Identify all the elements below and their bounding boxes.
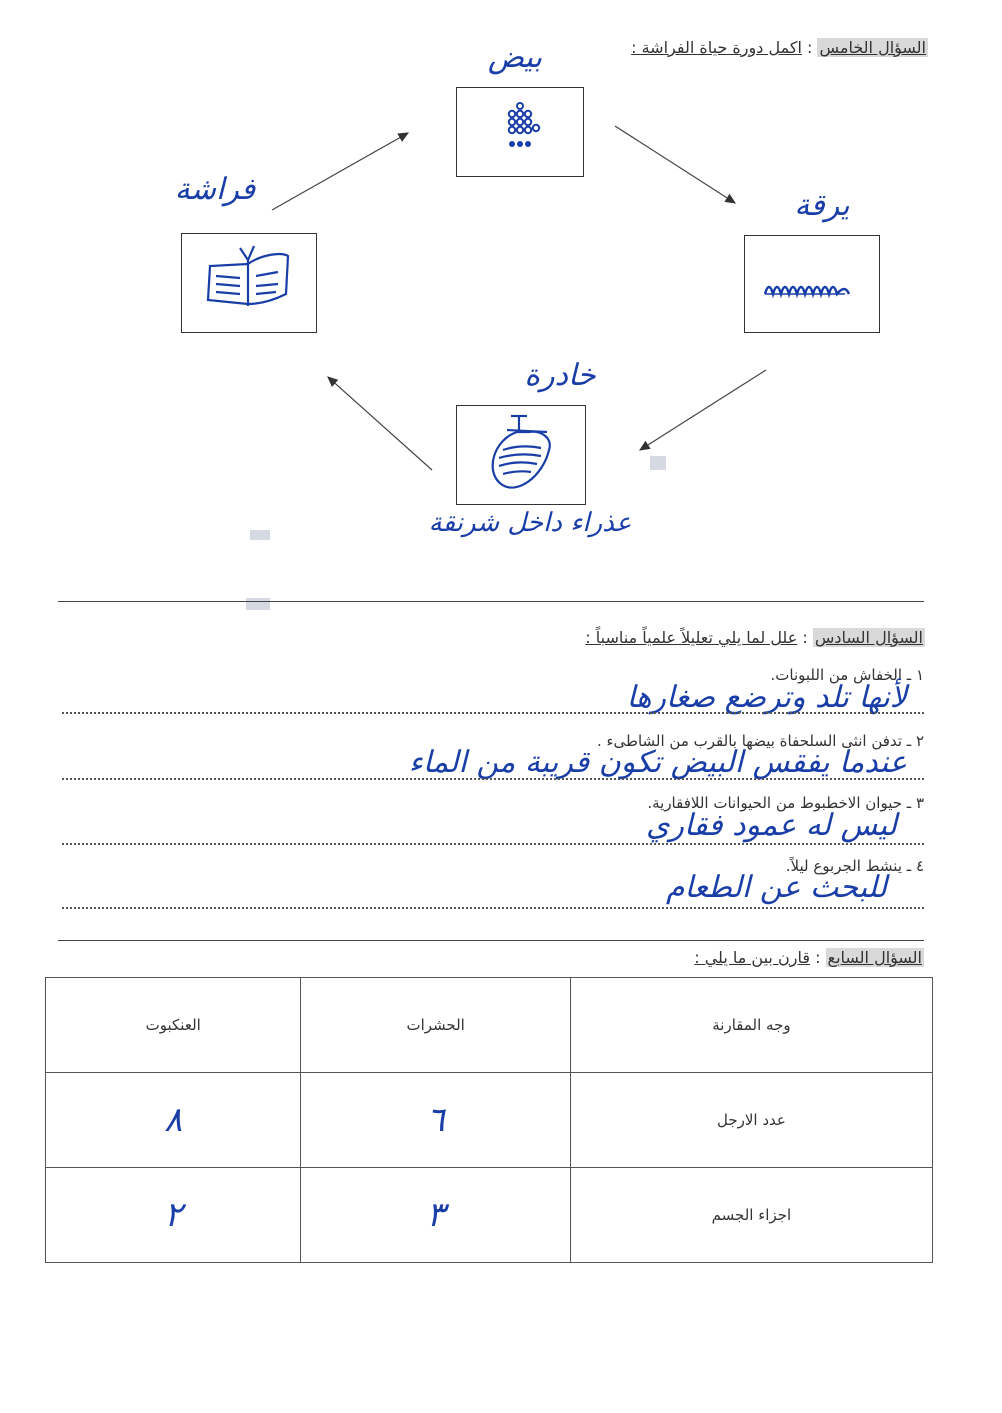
answer-line-1 xyxy=(62,712,924,714)
answer-line-2 xyxy=(62,778,924,780)
stage-larva-box xyxy=(744,235,880,333)
stage-butterfly-label: فراشة xyxy=(174,172,256,207)
q6-prompt: علل لما يلي تعليلاً علمياً مناسباً : xyxy=(585,628,798,647)
row-label-legs: عدد الارجل xyxy=(570,1073,932,1168)
q5-prompt: اكمل دورة حياة الفراشة : xyxy=(631,38,802,57)
arrow-larva-to-pupa xyxy=(640,370,766,450)
q6-header xyxy=(585,628,925,647)
header-aspect: وجه المقارنة xyxy=(570,978,932,1073)
stage-egg-label: بيض xyxy=(487,40,543,75)
insects-body-parts-answer: ٣ xyxy=(301,1168,570,1263)
scan-speck xyxy=(250,530,270,540)
spider-body-parts-answer: ٢ xyxy=(46,1168,301,1263)
q7-separator: : xyxy=(815,948,821,967)
section-divider-2 xyxy=(58,940,924,941)
spider-legs-answer: ٨ xyxy=(46,1073,301,1168)
q7-header xyxy=(694,948,924,967)
section-divider-1 xyxy=(58,601,924,602)
stage-butterfly-box xyxy=(181,233,317,333)
q6-item-1-question: ١ ـ الخفاش من اللبونات. xyxy=(770,666,924,684)
q7-number-label: السؤال السابع xyxy=(827,948,922,967)
table-row xyxy=(46,1168,933,1263)
answer-line-3 xyxy=(62,843,924,845)
arrow-butterfly-to-egg xyxy=(272,133,408,210)
chrysalis-drawing xyxy=(457,406,585,504)
q6-item-4-answer: للبحث عن الطعام xyxy=(665,870,887,905)
q6-separator: : xyxy=(802,628,808,647)
table-header-row xyxy=(46,978,933,1073)
scan-speck xyxy=(650,456,666,470)
stage-egg-box xyxy=(456,87,584,177)
stage-pupa-note: عذراء داخل شرنقة xyxy=(428,508,632,538)
arrow-pupa-to-butterfly xyxy=(328,377,432,470)
header-spider: العنكبوت xyxy=(46,978,301,1073)
stage-larva-label: يرقة xyxy=(794,188,850,223)
row-label-body-parts: اجزاء الجسم xyxy=(570,1168,932,1263)
stage-pupa-box xyxy=(456,405,586,505)
q6-number-label: السؤال السادس xyxy=(814,628,923,647)
stage-pupa-label: خادرة xyxy=(524,358,596,393)
arrow-egg-to-larva xyxy=(615,126,735,203)
answer-line-4 xyxy=(62,907,924,909)
q6-item-2-question: ٢ ـ تدفن انثى السلحفاة بيضها بالقرب من الشاطىء . xyxy=(596,732,924,750)
q5-number-label: السؤال الخامس xyxy=(819,38,926,57)
q5-separator: : xyxy=(807,38,813,57)
q6-item-4-question: ٤ ـ ينشط الجربوع ليلاً. xyxy=(785,857,924,875)
scan-speck xyxy=(246,598,270,610)
q6-item-2-answer: عندما يفقس البيض تكون قريبة من الماء xyxy=(408,745,907,780)
eggs-drawing xyxy=(457,88,583,176)
comparison-table xyxy=(45,977,933,1263)
q6-item-3-question: ٣ ـ حيوان الاخطبوط من الحيوانات اللافقارية. xyxy=(647,794,924,812)
q7-prompt: قارن بين ما يلي : xyxy=(694,948,810,967)
insects-legs-answer: ٦ xyxy=(301,1073,570,1168)
header-insects: الحشرات xyxy=(301,978,570,1073)
butterfly-drawing xyxy=(182,234,316,332)
q6-item-3-answer: ليس له عمود فقاري xyxy=(645,808,897,843)
q6-item-1-answer: لأنها تلد وترضع صغارها xyxy=(626,680,907,715)
caterpillar-drawing xyxy=(745,236,879,332)
table-row xyxy=(46,1073,933,1168)
